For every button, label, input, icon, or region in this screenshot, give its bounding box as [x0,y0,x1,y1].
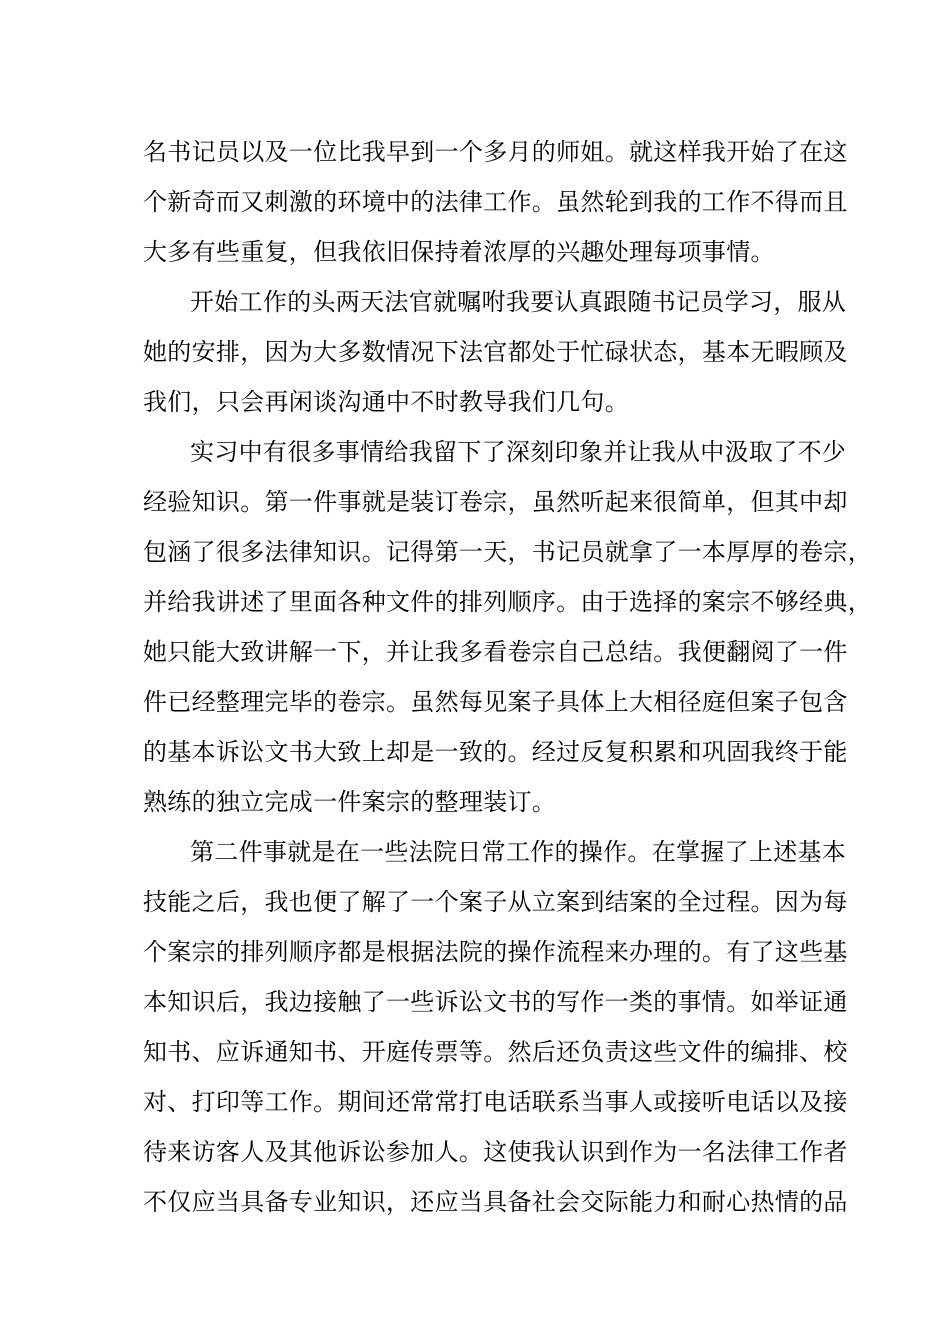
paragraph-first-line: 实习中有很多事情给我留下了深刻印象并让我从中汲取了不少 [190,438,847,466]
text-line: 大多有些重复，但我依旧保持着浓厚的兴趣处理每项事情。 [143,238,775,266]
text-line: 不仅应当具备专业知识，还应当具备社会交际能力和耐心热情的品 [143,1188,848,1216]
text-line: 件已经整理完毕的卷宗。虽然每见案子具体上大相径庭但案子包含 [143,688,848,716]
text-line: 个新奇而又刺激的环境中的法律工作。虽然轮到我的工作不得而且 [143,188,848,216]
text-line: 待来访客人及其他诉讼参加人。这使我认识到作为一名法律工作者 [143,1138,848,1166]
text-line: 熟练的独立完成一件案宗的整理装订。 [143,788,557,816]
text-line: 的基本诉讼文书大致上却是一致的。经过反复积累和巩固我终于能 [143,738,848,766]
paragraph-first-line: 开始工作的头两天法官就嘱咐我要认真跟随书记员学习，服从 [190,288,847,316]
text-line: 对、打印等工作。期间还常常打电话联系当事人或接听电话以及接 [143,1088,848,1116]
document-body [143,127,872,1227]
text-line: 包涵了很多法律知识。记得第一天，书记员就拿了一本厚厚的卷宗， [143,538,872,566]
text-line: 技能之后，我也便了解了一个案子从立案到结案的全过程。因为每 [143,888,848,916]
paragraph-first-line: 第二件事就是在一些法院日常工作的操作。在掌握了上述基本 [190,838,847,866]
text-line: 名书记员以及一位比我早到一个多月的师姐。就这样我开始了在这 [143,138,848,166]
text-line: 她只能大致讲解一下，并让我多看卷宗自己总结。我便翻阅了一件 [143,638,848,666]
text-line: 并给我讲述了里面各种文件的排列顺序。由于选择的案宗不够经典， [143,588,872,616]
text-line: 知书、应诉通知书、开庭传票等。然后还负责这些文件的编排、校 [143,1038,848,1066]
text-line: 本知识后，我边接触了一些诉讼文书的写作一类的事情。如举证通 [143,988,848,1016]
text-line: 经验知识。第一件事就是装订卷宗，虽然听起来很简单，但其中却 [143,488,848,516]
text-line: 我们，只会再闲谈沟通中不时教导我们几句。 [143,388,629,416]
text-line: 个案宗的排列顺序都是根据法院的操作流程来办理的。有了这些基 [143,938,848,966]
text-line: 她的安排，因为大多数情况下法官都处于忙碌状态，基本无暇顾及 [143,338,848,366]
